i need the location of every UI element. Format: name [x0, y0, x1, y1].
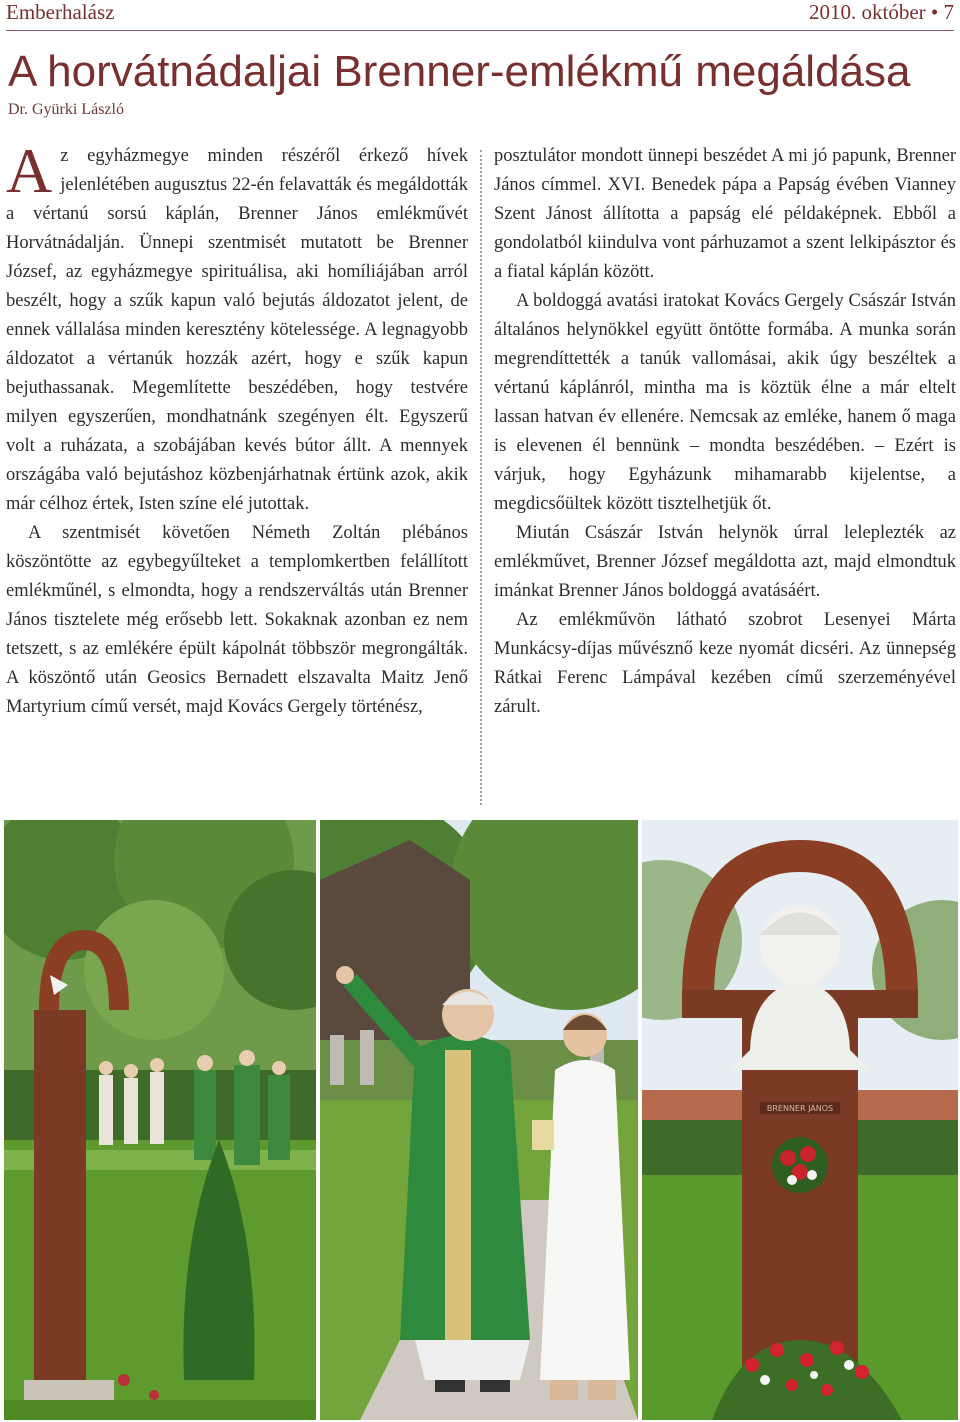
column-divider	[480, 150, 482, 805]
photo-memorial-bust	[642, 820, 958, 1420]
article-title: A horvátnádaljai Brenner-emlékmű megáldása	[8, 47, 911, 96]
paragraph	[6, 135, 468, 519]
paragraph: A boldoggá avatási iratokat Kovács Gergely Császár István általános helynökkel együtt öntötte formába. A munka során megrendíttették a tanúk vallomásai, akik úgy beszéltek a vértanú káplánról, mintha ma is köztük élne a már eltelt lassan hatvan év ellenére. Nemcsak az emléke, hanem ő maga is elevenen él bennünk – mondta beszédében. – Ezért is várjuk, hogy Egyházunk mihamarabb kijelentse, a megdicsőültek között tisztelhetjük őt.	[494, 291, 956, 514]
paragraph: Az emlékművön látható szobrot Lesenyei Márta Munkácsy-díjas művésznő keze nyomát dicséri. Az ünnepség Rátkai Ferenc Lámpával kezében című szerzeményével zárult.	[494, 610, 956, 717]
issue-date-page: 2010. október • 7	[808, 0, 954, 24]
article-left-column	[6, 135, 468, 722]
drop-cap: A	[6, 135, 53, 206]
article-right-column	[494, 142, 956, 722]
photo-memorial-crowd	[4, 820, 316, 1420]
photo-blessing-priest	[320, 820, 638, 1420]
publication-name: Emberhalász	[6, 0, 115, 24]
paragraph-text: z egyházmegye minden részéről érkező hívek jelenlétében augusztus 22-én felavatták és megáldották a vértanú sorsú káplán, Brenner János emlékművét Horvátnádalján. Ünnepi szentmisét mutatott be Brenner József, az egyházmegye spirituálisa, aki homíliájában arról beszélt, hogy a szűk kapun való bejutás áldozatot jelent, de ennek vállalása minden keresztény kötelessége. A legnagyobb áldozatot a vértanúk hozzák azért, hogy e szűk kapun bejuthassanak. Megemlítette beszédében, hogy testvére milyen egyszerűen, mondhatnánk szegényen élt. Egyszerű volt a ruházata, a szobájában kevés bútor állt. A mennyek országába való bejutáshoz közbenjárhatnak értünk azok, akik már célhoz értek, Isten színe elé jutottak.	[6, 146, 468, 514]
paragraph: posztulátor mondott ünnepi beszédet A mi jó papunk, Brenner János címmel. XVI. Benedek pápa a Papság évében Vianney Szent Jánost állította a papság elé példaképnek. Ebből a gondolatból kiindulva vont párhuzamot a szent lelkipásztor és a fiatal káplán között.	[494, 146, 956, 282]
masthead	[6, 0, 954, 31]
article-author: Dr. Gyürki László	[8, 101, 124, 118]
paragraph: Miután Császár István helynök úrral leleplezték az emlékművet, Brenner József megáldotta azt, majd elmondtuk imánkat Brenner János boldoggá avatásáért.	[494, 523, 956, 601]
plaque-inscription: BRENNER JÁNOS	[766, 1104, 834, 1113]
paragraph: A szentmisét követően Németh Zoltán plébános köszöntötte az egybegyűlteket a templomkertben felállított emlékműnél, s elmondta, hogy a rendszerváltás után Brenner János tisztelete még erősebb lett. Sokaknak azonban ez nem tetszett, s az emlékére épült kápolnát többször megrongálták. A köszöntő után Geosics Bernadett elszavalta Maitz Jenő Martyrium című versét, majd Kovács Gergely történész,	[6, 523, 468, 717]
